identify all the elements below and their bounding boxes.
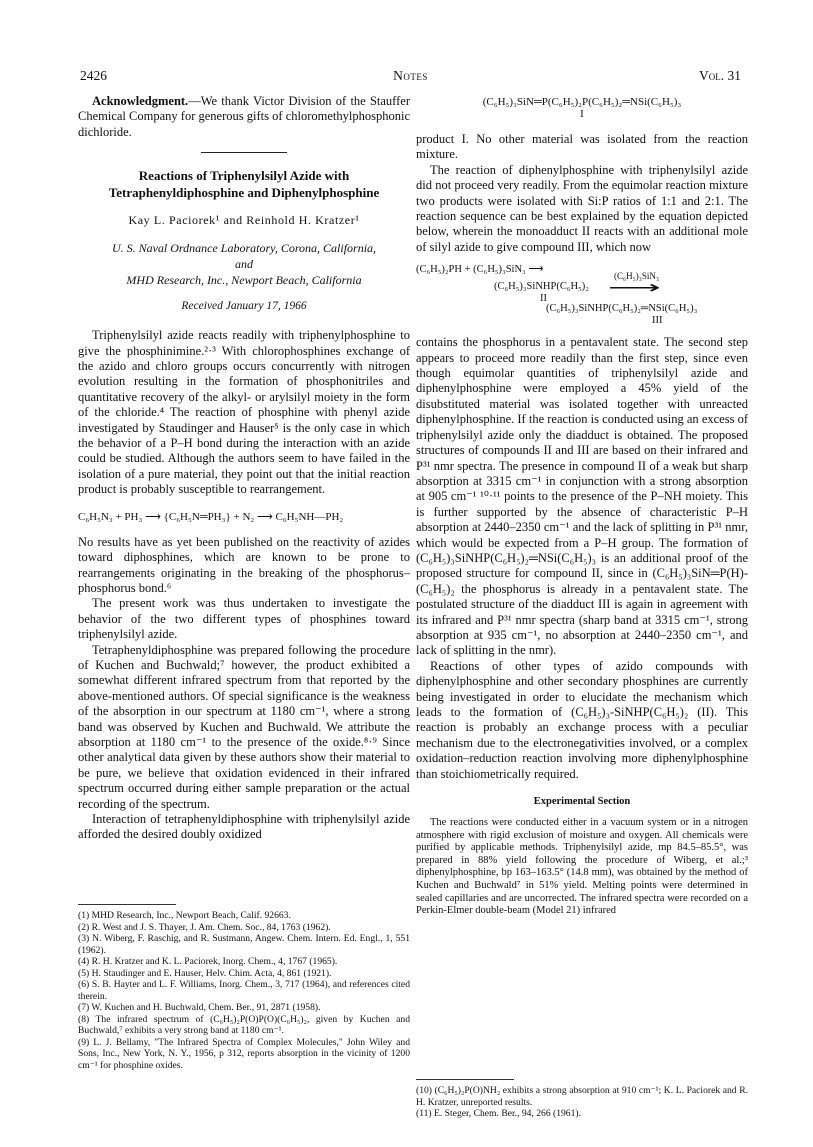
footnote: (5) H. Staudinger and E. Hauser, Helv. Chim. Acta, 4, 861 (1921). bbox=[78, 967, 332, 979]
right-column bbox=[416, 94, 748, 918]
reaction-scheme bbox=[416, 263, 748, 325]
affiliation-and: and bbox=[235, 257, 253, 272]
experimental-section bbox=[416, 817, 748, 918]
left-column bbox=[78, 94, 410, 843]
body-paragraph: Tetraphenyldiphosphine was prepared following the procedure of Kuchen and Buchwald;⁷ however, the product exhibited a somewhat different infrared spectrum from that reported by the above-mentioned authors. Of special significance is the weakness of the absorption in our spectrum at 1180 cm⁻¹, where a strong band was observed by Kuchen and Buchwald. We attribute the absorption at 1180 cm⁻¹ to the presence of the oxide.⁸·⁹ Since other analytical data given by these authors show their material to be pure, we believe that oxidation evidenced in their infrared spectrum occurred during either sample preparation or the actual recording of the spectrum. bbox=[78, 642, 410, 811]
body-paragraph: Interaction of tetraphenyldiphosphine with triphenylsilyl azide afforded the desired doubly oxidized bbox=[78, 812, 410, 842]
compound-i-label: I bbox=[580, 108, 584, 120]
footnote: (3) N. Wiberg, F. Raschig, and R. Sustmann, Angew. Chem. Intern. Ed. Engl., 1, 551 (1962). bbox=[78, 933, 410, 956]
experimental-paragraph: The reactions were conducted either in a vacuum system or in a nitrogen atmosphere with rigid exclusion of moisture and oxygen. All chemicals were purified by applicable methods. Triphenylsilyl azide, mp 84.5–85.5°, was prepared in 88% yield following the procedure of Wiberg, et al.;³ diphenylphosphine, bp 163–163.5° (14.8 mm), was obtained by the method of Kuchen and Buchwald⁷ in 51% yield. Melting points were determined in sealed capillaries and are uncorrected. The infrared spectra were recorded on a Perkin-Elmer double-beam (Model 21) infrared bbox=[416, 817, 748, 917]
footnote: (4) R. H. Kratzer and K. L. Paciorek, Inorg. Chem., 4, 1767 (1965). bbox=[78, 956, 338, 967]
left-footnotes bbox=[78, 904, 410, 1071]
scheme-reactants: (C₆H₅)₂PH + (C₆H₅)₃SiN₃ ⟶ bbox=[416, 264, 544, 276]
footnote: (2) R. West and J. S. Thayer, J. Am. Chem. Soc., 84, 1763 (1962). bbox=[78, 921, 331, 933]
footnote: (9) L. J. Bellamy, "The Infrared Spectra of Complex Molecules," John Wiley and Sons, Inc., New York, N. Y., 1956, p 312, reports absorption in the vicinity of 1200 cm⁻¹ for phosphine oxides. bbox=[78, 1036, 410, 1071]
footnote-rule bbox=[78, 904, 176, 905]
section-name: Notes bbox=[393, 68, 428, 83]
article-title-line-1: Reactions of Triphenylsilyl Azide with bbox=[138, 168, 350, 184]
article-title-line-2: Tetraphenyldiphosphine and Diphenylphosphine bbox=[108, 185, 380, 201]
footnote: (11) E. Steger, Chem. Ber., 94, 266 (1961). bbox=[416, 1108, 581, 1119]
scheme-label-iii: III bbox=[652, 315, 663, 327]
footnote-rule bbox=[416, 1079, 514, 1080]
running-header bbox=[80, 68, 741, 86]
body-paragraph: Reactions of other types of azido compounds with diphenylphosphine and other secondary phosphines are currently being investigated in order to elucidate the mechanism which leads to the formation of (C₆H₅)₃-SiNHP(C₆H₅)₂ (II). This reaction is probably an exchange process with a peculiar mechanism due to the electronegativities involved, or a complex oxidation–reduction reaction involving more diphenylphosphine than stoichiometrically required. bbox=[416, 658, 748, 781]
right-footnotes bbox=[416, 1079, 748, 1120]
acknowledgment-text: —We thank Victor Division of the Stauffer Chemical Company for generous gifts of chloromethylphosphonic dichloride. bbox=[78, 94, 410, 139]
footnote: (7) W. Kuchen and H. Buchwald, Chem. Ber., 91, 2871 (1958). bbox=[78, 1002, 321, 1013]
body-paragraph: contains the phosphorus in a pentavalent state. The second step appears to proceed more readily than the first step, since even though equimolar quantities of triphenylsilyl azide and diphenylphosphine were employed a 45% yield of the disubstituted material was isolated together with unreacted diphenylphosphine. If the reaction is conducted using an excess of triphenylsilyl azide only the diadduct is obtained. The proposed structures of compounds II and III are based on their infrared and P³¹ nmr spectra. The presence in compound II of a weak but sharp absorption at 3315 cm⁻¹ in conjunction with a strong absorption at 905 cm⁻¹ ¹⁰·¹¹ points to the presence of the P–NH moiety. This is further supported by the absence of characteristic P–H absorption at 2440–2350 cm⁻¹ and the lack of splitting in P³¹ nmr, which would be expected from a P–H group. The formation of (C₆H₅)₃SiNHP(C₆H₅)₂═NSi(C₆H₅)₃ is an additional proof of the proposed structure for compound II, since in (C₆H₅)₃SiN═P(H)-(C₆H₅)₂ the phosphorus is already in a pentavalent state. The postulated structure of the diadduct III is again in agreement with its infrared and P³¹ nmr spectra (sharp band at 3315 cm⁻¹, strong absorption at 935 cm⁻¹, no absorption at 2440–2350 cm⁻¹, and lack of splitting in the nmr). bbox=[416, 335, 748, 658]
acknowledgment-paragraph bbox=[78, 94, 410, 140]
reaction-equation: C₆H₅N₃ + PH₃ ⟶ {C₆H₅N═PH₃} + N₂ ⟶ C₆H₅NH—PH₂ bbox=[78, 510, 344, 523]
acknowledgment-label: Acknowledgment. bbox=[92, 94, 189, 108]
scheme-arrow: ⟶ bbox=[608, 280, 661, 298]
volume-number: Vol. 31 bbox=[699, 68, 741, 83]
body-paragraph: No results have as yet been published on the reactivity of azides toward diphosphines, which are known to be prone to rearrangements originating in the breaking of the phosphorus–phosphorus bond.⁶ bbox=[78, 534, 410, 595]
affiliation-2: MHD Research, Inc., Newport Beach, California bbox=[126, 273, 362, 288]
scheme-label-ii: II bbox=[540, 293, 547, 305]
scheme-compound-iii: (C₆H₅)₃SiNHP(C₆H₅)₂═NSi(C₆H₅)₃ bbox=[546, 303, 698, 315]
body-paragraph: Triphenylsilyl azide reacts readily with triphenylphosphine to give the phosphinimine.²·³ With chlorophosphines exchange of the azido and chloro groups occurs concurrently with nitrogen evolution resulting in the formation of phosphonitriles and quantitative recovery of the alkyl- or arylsilyl moiety in the form of the chloride.⁴ The reaction of phosphine with phenyl azide investigated by Staudinger and Hauser⁵ is the only case in which the behavior of a P–H bond during the interaction with an azide could be studied. Although the authors seem to have failed in the isolation of a pure material, they point out that the initial reaction product is probably susceptible to rearrangement. bbox=[78, 328, 410, 497]
body-paragraph: The reaction of diphenylphosphine with triphenylsilyl azide did not proceed very readily. From the equimolar reaction mixture two products were isolated with Si:P ratios of 1:1 and 2:1. The reaction sequence can be best explained by the equation depicted below, wherein the monoadduct II reacts with an additional mole of silyl azide to give compound III, which now bbox=[416, 162, 748, 254]
received-date: Received January 17, 1966 bbox=[181, 300, 307, 313]
page-number: 2426 bbox=[80, 68, 107, 83]
body-paragraph: product I. No other material was isolated from the reaction mixture. bbox=[416, 132, 748, 162]
compound-i-formula: (C₆H₅)₃SiN═P(C₆H₅)₂P(C₆H₅)₂═NSi(C₆H₅)₃ bbox=[482, 96, 682, 108]
scheme-arrow-reagent: (C₆H₅)₃SiN₃ bbox=[614, 271, 660, 282]
body-paragraph: The present work was thus undertaken to investigate the behavior of the two different types of phosphines toward triphenylsilyl azide. bbox=[78, 596, 410, 642]
article-title bbox=[78, 167, 410, 201]
footnote: (6) S. B. Hayter and L. F. Williams, Inorg. Chem., 3, 717 (1964), and references cited therein. bbox=[78, 979, 410, 1002]
section-divider bbox=[201, 152, 287, 153]
article-authors: Kay L. Paciorek¹ and Reinhold H. Kratzer¹ bbox=[128, 213, 360, 228]
footnote: (10) (C₆H₅)₂P(O)NH₂ exhibits a strong absorption at 910 cm⁻¹; K. L. Paciorek and R. H. Kratzer, unreported results. bbox=[416, 1085, 748, 1108]
affiliation-1: U. S. Naval Ordnance Laboratory, Corona, California, bbox=[111, 241, 377, 256]
experimental-heading: Experimental Section bbox=[533, 796, 631, 808]
footnote: (8) The infrared spectrum of (C₆H₅)₂P(O)P(O)(C₆H₅)₂, given by Kuchen and Buchwald,⁷ exhibits a very strong band at 1180 cm⁻¹. bbox=[78, 1013, 410, 1036]
footnote: (1) MHD Research, Inc., Newport Beach, Calif. 92663. bbox=[78, 910, 291, 921]
scheme-compound-ii: (C₆H₅)₃SiNHP(C₆H₅)₂ bbox=[494, 281, 589, 293]
